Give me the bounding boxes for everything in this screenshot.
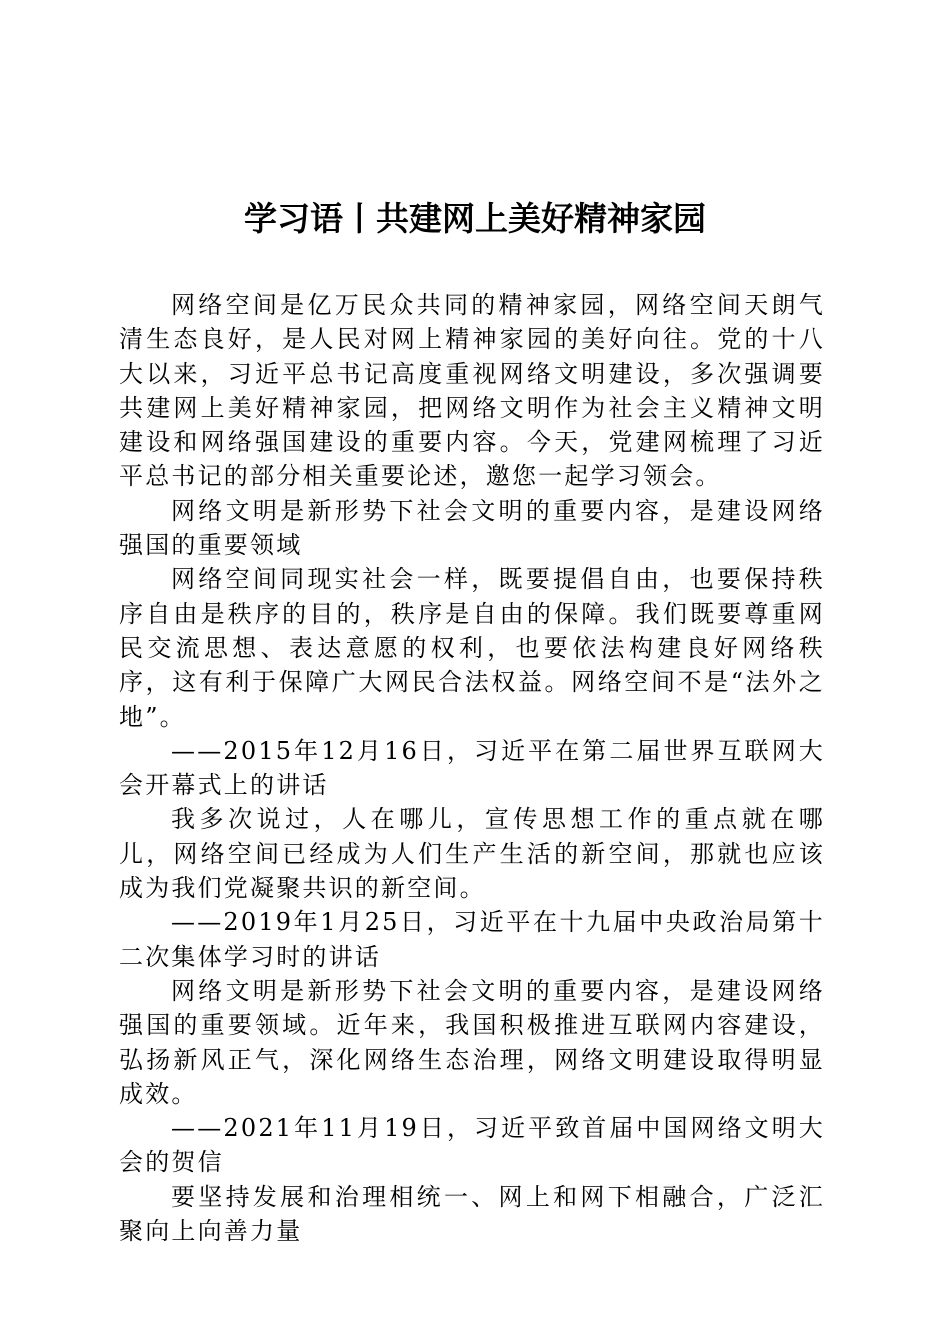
quote-source: ——2019年1月25日，习近平在十九届中央政治局第十二次集体学习时的讲话: [119, 908, 825, 971]
document-body: [119, 288, 825, 1248]
section-heading: 网络文明是新形势下社会文明的重要内容，是建设网络强国的重要领域: [119, 496, 825, 560]
quote-paragraph: 我多次说过，人在哪儿，宣传思想工作的重点就在哪儿，网络空间已经成为人们生产生活的新空间，那就也应该成为我们党凝聚共识的新空间。: [119, 805, 825, 903]
document-title: 学习语丨共建网上美好精神家园: [244, 199, 706, 238]
quote-source: ——2021年11月19日，习近平致首届中国网络文明大会的贺信: [119, 1114, 825, 1177]
quote-source: ——2015年12月16日，习近平在第二届世界互联网大会开幕式上的讲话: [119, 736, 825, 800]
intro-paragraph: 网络空间是亿万民众共同的精神家园，网络空间天朗气清生态良好，是人民对网上精神家园的美好向往。党的十八大以来，习近平总书记高度重视网络文明建设，多次强调要共建网上美好精神家园，把网络文明作为社会主义精神文明建设和网络强国建设的重要内容。今天，党建网梳理了习近平总书记的部分相关重要论述，邀您一起学习领会。: [119, 291, 825, 491]
quote-paragraph: 网络文明是新形势下社会文明的重要内容，是建设网络强国的重要领域。近年来，我国积极推进互联网内容建设，弘扬新风正气，深化网络生态治理，网络文明建设取得明显成效。: [119, 976, 825, 1108]
quote-paragraph: 网络空间同现实社会一样，既要提倡自由，也要保持秩序自由是秩序的目的，秩序是自由的保障。我们既要尊重网民交流思想、表达意愿的权利，也要依法构建良好网络秩序，这有利于保障广大网民合法权益。网络空间不是“法外之地”。: [119, 565, 825, 731]
section-heading: 要坚持发展和治理相统一、网上和网下相融合，广泛汇聚向上向善力量: [119, 1182, 825, 1246]
